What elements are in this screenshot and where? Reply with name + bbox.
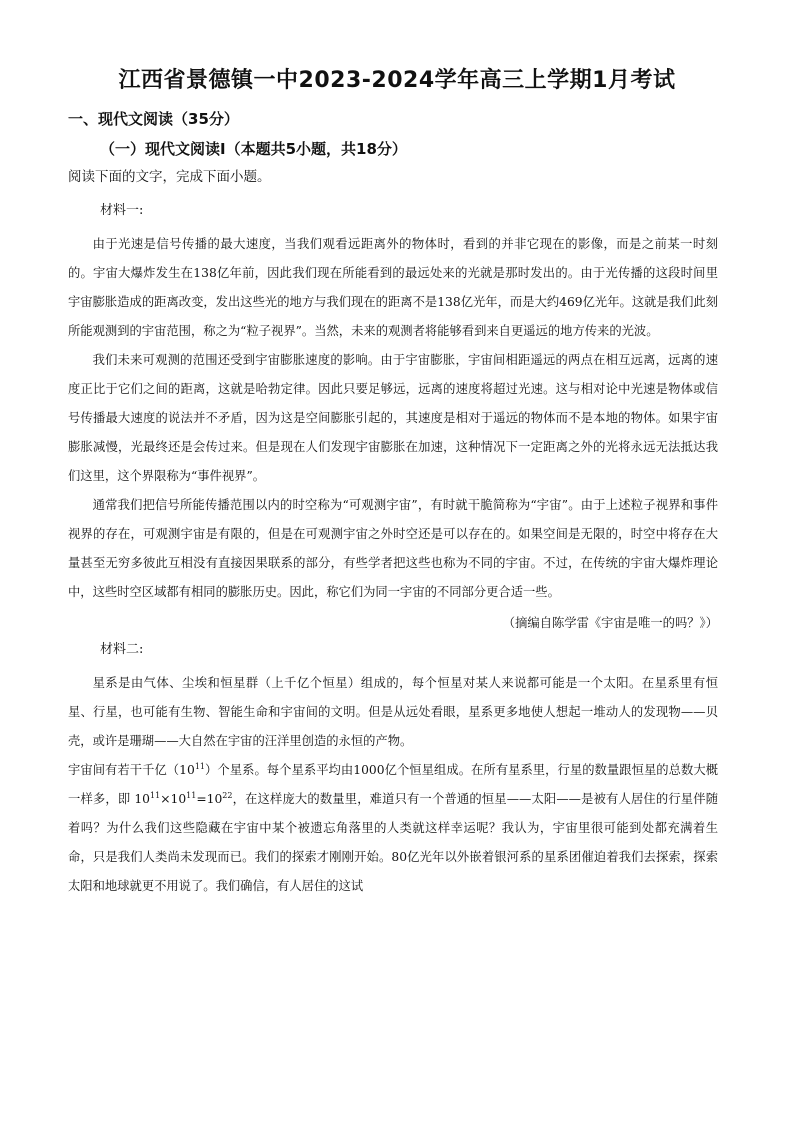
document-title: 江西省景德镇一中2023-2024学年高三上学期1月考试: [118, 68, 676, 93]
material-two-paragraph-1: 星系是由气体、尘埃和恒星群（上千亿个恒星）组成的，每个恒星对某人来说都可能是一个太阳。在星系里有恒星、行星，也可能有生物、智能生命和宇宙间的文明。但是从远处看眼，星系更多地使人想起一堆动人的发现物——贝壳，或许是珊瑚——大自然在宇宙的汪洋里创造的永恒的产物。: [68, 676, 718, 748]
material-two-paragraph-2: [68, 756, 718, 901]
paragraph-text: ）个星系。每个星系平均由1000亿个恒星组成。在所有星系里，行星的数量跟恒星的总数大概一样多，即 10: [68, 763, 719, 806]
paragraph-text: ，在这样庞大的数量里，难道只有一个普通的恒星——太阳——是被有人居住的行星伴随着吗？为什么我们这些隐藏在宇宙中某个被遗忘角落里的人类就这样幸运呢？我认为，宇宙里很可能到处都充满着生命，只是我们人类尚未发现而已。我们的探索才刚刚开始。80亿光年以外嵌着银河系的星系团催迫着我们去探索，探索太阳和地球就更不用说了。我们确信，有人居住的这试: [68, 792, 718, 893]
paragraph-text: =10: [196, 792, 223, 806]
paragraph-text: 宇宙间有若干千亿（10: [68, 763, 195, 777]
material-two-label: 材料二:: [100, 642, 144, 657]
exponent: 11: [194, 761, 205, 771]
exponent: 11: [186, 790, 197, 800]
section-heading: 一、现代文阅读（35分）: [68, 110, 239, 128]
exponent: 22: [222, 790, 233, 800]
material-one-source: （摘编自陈学雷《宇宙是唯一的吗？》）: [502, 616, 718, 630]
sub-heading: （一）现代文阅读Ⅰ（本题共5小题，共18分）: [100, 140, 407, 158]
material-one-paragraph-2: 我们未来可观测的范围还受到宇宙膨胀速度的影响。由于宇宙膨胀，宇宙间相距遥远的两点在相互远离，远离的速度正比于它们之间的距离，这就是哈勃定律。因此只要足够远，远离的速度将超过光速。这与相对论中光速是物体或信号传播最大速度的说法并不矛盾，因为这是空间膨胀引起的，其速度是相对于遥远的物体而不是本地的物体。如果宇宙膨胀减慢，光最终还是会传过来。但是现在人们发现宇宙膨胀在加速，这种情况下一定距离之外的光将永远无法抵达我们这里，这个界限称为“事件视界”。: [68, 353, 718, 483]
exponent: 11: [150, 790, 161, 800]
material-one-label: 材料一:: [100, 203, 144, 218]
material-one-paragraph-3: 通常我们把信号所能传播范围以内的时空称为“可观测宇宙”，有时就干脆简称为“宇宙”。由于上述粒子视界和事件视界的存在，可观测宇宙是有限的，但是在可观测宇宙之外时空还是可以存在的。如果空间是无限的，时空中将存在大量甚至无穷多彼此互相没有直接因果联系的部分，有些学者把这些也称为不同的宇宙。不过，在传统的宇宙大爆炸理论中，这些时空区域都有相同的膨胀历史。因此，称它们为同一宇宙的不同部分更合适一些。: [68, 498, 718, 599]
instruction-text: 阅读下面的文字，完成下面小题。: [68, 169, 271, 185]
material-one-paragraph-1: 由于光速是信号传播的最大速度，当我们观看远距离外的物体时，看到的并非它现在的影像，而是之前某一时刻的。宇宙大爆炸发生在138亿年前，因此我们现在所能看到的最远处来的光就是那时发出的。由于光传播的这段时间里宇宙膨胀造成的距离改变，发出这些光的地方与我们现在的距离不是138亿光年，而是大约469亿光年。这就是我们此刻所能观测到的宇宙范围，称之为“粒子视界”。当然，未来的观测者将能够看到来自更遥远的地方传来的光波。: [68, 237, 718, 338]
paragraph-text: ×10: [160, 792, 187, 806]
